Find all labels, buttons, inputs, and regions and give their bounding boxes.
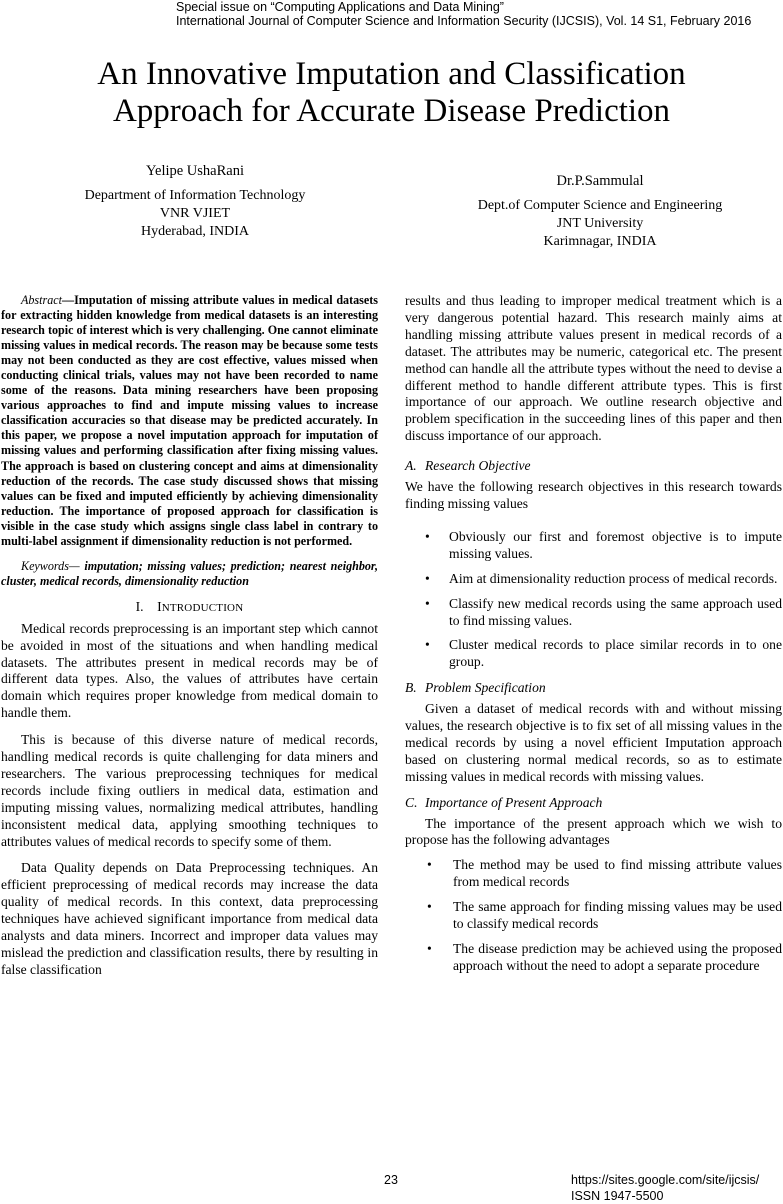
list-item-text: The method may be used to find missing attribute values from medical records <box>453 857 782 889</box>
subsection-title: Importance of Present Approach <box>425 795 602 810</box>
author-org: VNR VJIET <box>40 205 350 223</box>
footer-info <box>571 1173 759 1204</box>
page-number: 23 <box>384 1173 398 1187</box>
bullet-icon: • <box>425 571 430 588</box>
running-header-line2: International Journal of Computer Science and Information Security (IJCSIS), Vol. 14 S1, February 2016 <box>176 14 751 28</box>
problem-specification-text: Given a dataset of medical records with and without missing values, the research objective is to fix set of all missing values in the medical records by using a novel efficient Imputation approach based on clustering normal medical records, so as to estimate missing values in medical records with missing values. <box>405 701 782 786</box>
subsection-heading-b <box>405 680 782 697</box>
list-item-text: Classify new medical records using the same approach used to find missing values. <box>449 596 782 628</box>
list-item <box>405 899 782 933</box>
subsection-heading-c <box>405 795 782 812</box>
author-name: Yelipe UshaRani <box>40 162 350 180</box>
bullet-icon: • <box>427 899 432 916</box>
section-heading-introduction <box>1 599 378 617</box>
author-block-2 <box>445 172 755 251</box>
keywords-text: imputation; missing values; prediction; nearest neighbor, cluster, medical records, dimensionality reduction <box>1 559 378 588</box>
subsection-title: Problem Specification <box>425 680 546 695</box>
bullet-icon: • <box>427 857 432 874</box>
list-item-text: Cluster medical records to place similar records in to one group. <box>449 637 782 669</box>
intro-paragraph-3: Data Quality depends on Data Preprocessing techniques. An efficient preprocessing of medical records may increase the data quality of medical records. In this context, data preprocessing techniques have achieved significant importance from medical data analysts and data miners. Incorrect and improper data values may mislead the prediction and classification results, there by resulting in false classification <box>1 860 378 978</box>
keywords-lead: Keywords— <box>21 559 80 573</box>
title-line1: An Innovative Imputation and Classification <box>0 56 783 93</box>
section-number: I. <box>136 599 144 614</box>
list-item <box>405 529 782 563</box>
subsection-title: Research Objective <box>425 458 531 473</box>
author-location: Karimnagar, INDIA <box>445 233 755 251</box>
keywords <box>1 559 378 589</box>
left-column <box>1 293 378 979</box>
list-item-text: Obviously our first and foremost objective is to impute missing values. <box>449 529 782 561</box>
bullet-icon: • <box>425 596 430 613</box>
author-block-1 <box>40 162 350 241</box>
list-item <box>405 596 782 630</box>
list-item <box>405 941 782 975</box>
list-item <box>405 857 782 891</box>
list-item <box>405 571 782 588</box>
research-objective-intro: We have the following research objectives in this research towards finding missing values <box>405 479 782 513</box>
research-objective-list <box>405 529 782 671</box>
author-org: JNT University <box>445 215 755 233</box>
list-item <box>405 637 782 671</box>
running-header-line1: Special issue on “Computing Applications and Data Mining” <box>176 0 504 14</box>
list-item-text: The disease prediction may be achieved using the proposed approach without the need to adopt a separate procedure <box>453 941 782 973</box>
section-title-rest: NTRODUCTION <box>162 602 244 614</box>
abstract <box>1 293 378 549</box>
intro-paragraph-2: This is because of this diverse nature of medical records, handling medical records is quite challenging for data miners and researchers. The various preprocessing techniques for medical records include fixing outliers in medical data, estimation and imputing missing values, normalizing medical attributes, handling inconsistent medical data, applying smoothing techniques to attributes values of medical records to specify some of them. <box>1 732 378 850</box>
author-location: Hyderabad, INDIA <box>40 223 350 241</box>
abstract-text: —Imputation of missing attribute values in medical datasets for extracting hidden knowledge from medical datasets is an interesting research topic of interest which is very challenging. One cannot eliminate missing values in medical records. The reason may be because some tests may not been conducted as they are cost effective, values missed when conducting clinical trials, values may not have been recorded to name some of the reasons. Data mining researchers have been proposing various approaches to find and impute missing values to increase classification accuracies so that disease may be predicted accurately. In this paper, we propose a novel imputation approach for imputation of missing values and performing classification after fixing missing values. The approach is based on clustering concept and aims at dimensionality reduction of the records. The case study discussed shows that missing values can be fixed and imputed efficiently by achieving dimensionality reduction. The importance of proposed approach for classification is visible in the case study which assigns single class label in contrary to multi-label assignment if dimensionality reduction is not performed. <box>1 293 378 548</box>
author-dept: Dept.of Computer Science and Engineering <box>445 197 755 215</box>
abstract-lead: Abstract <box>21 293 62 307</box>
bullet-icon: • <box>425 637 430 654</box>
importance-intro: The importance of the present approach which we wish to propose has the following advantages <box>405 816 782 850</box>
title-line2: Approach for Accurate Disease Prediction <box>0 93 783 130</box>
bullet-icon: • <box>427 941 432 958</box>
section-title-first: I <box>157 599 162 614</box>
list-item-text: The same approach for finding missing values may be used to classify medical records <box>453 899 782 931</box>
footer-url[interactable]: https://sites.google.com/site/ijcsis/ <box>571 1173 759 1189</box>
paper-title <box>0 56 783 130</box>
subsection-heading-a <box>405 458 782 475</box>
footer-issn: ISSN 1947-5500 <box>571 1189 759 1204</box>
author-dept: Department of Information Technology <box>40 187 350 205</box>
intro-paragraph-continued: results and thus leading to improper medical treatment which is a very dangerous potential hazard. This research mainly aims at handling missing attribute values present in medical records of a dataset. The attributes may be numeric, categorical etc. The present method can handle all the attribute types without the need to devise a different method to handle different attribute types. This is first importance of our approach. We outline research objective and problem specification in the succeeding lines of this paper and then discuss importance of our approach. <box>405 293 782 445</box>
bullet-icon: • <box>425 529 430 546</box>
subsection-number: B. <box>405 680 425 697</box>
importance-list <box>405 857 782 974</box>
intro-paragraph-1: Medical records preprocessing is an important step which cannot be avoided in most of the situations and when handling medical datasets. The attributes present in medical records may be of different data types. Also, the values of attributes have certain domain which requires proper knowledge from medical domain to handle them. <box>1 621 378 722</box>
subsection-number: A. <box>405 458 425 475</box>
right-column <box>405 293 782 983</box>
subsection-number: C. <box>405 795 425 812</box>
author-name: Dr.P.Sammulal <box>445 172 755 190</box>
list-item-text: Aim at dimensionality reduction process of medical records. <box>449 571 777 586</box>
